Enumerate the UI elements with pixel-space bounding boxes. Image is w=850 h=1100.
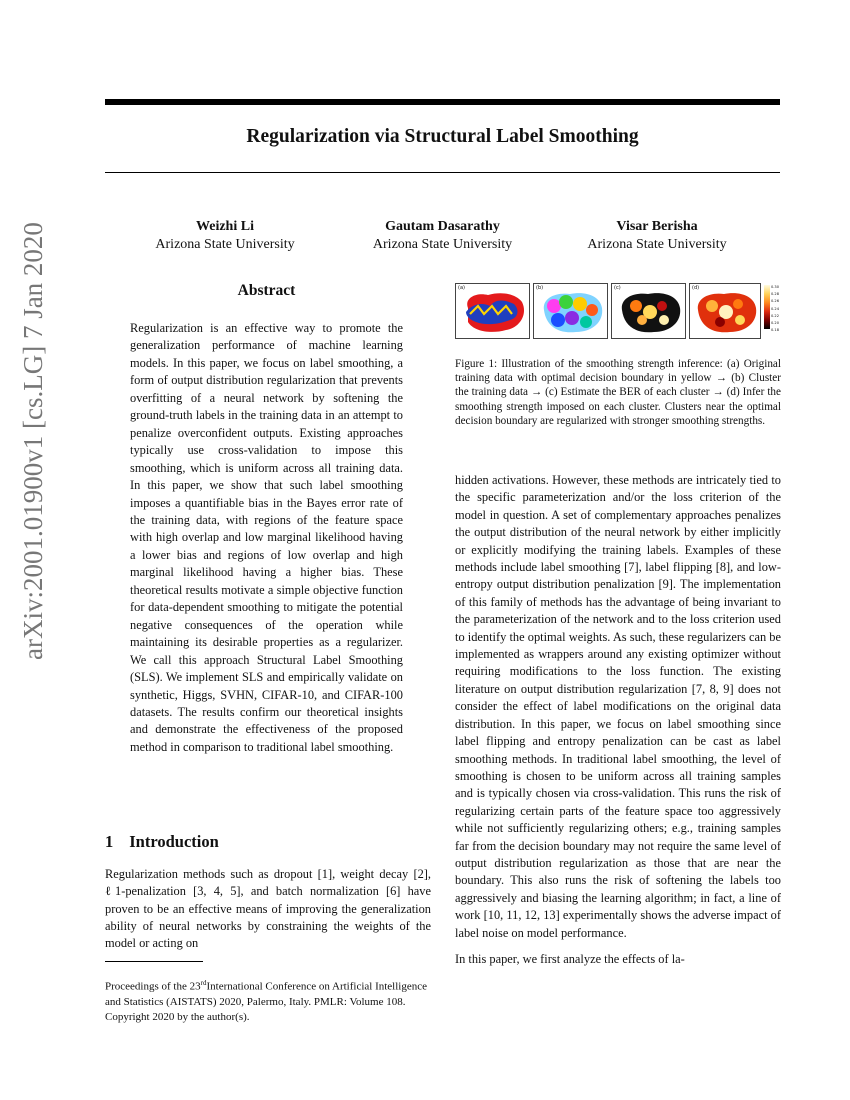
author-3 — [562, 218, 752, 254]
colorbar-tick: 0.20 — [771, 321, 780, 326]
figure-panel-c — [611, 283, 686, 339]
author-2 — [345, 218, 540, 254]
author-name: Weizhi Li — [196, 219, 254, 234]
panel-b-plot — [534, 284, 608, 339]
title-bottom-rule — [105, 172, 780, 173]
section-number: 1 — [105, 832, 114, 851]
right-column-text — [455, 472, 781, 968]
abstract-text: Regularization is an effective way to promote the generalization performance of machine learning models. In this paper, we focus on label smoothing, a form of output distribution regularization that prevents overfitting of a neural network by softening the ground-truth labels in the training data in an attempt to penalize overconfident outputs. Existing approaches typically use cross-validation to impose this smoothing, which is uniform across all training data. In this paper, we show that such label smoothing imposes a quantifiable bias in the Bayes error rate of the training data, with regions of the feature space with high overlap and low marginal likelihood having a lower bias and regions of low overlap and high marginal likelihood having a higher bias. These theoretical results motivate a simple objective function for data-dependent smoothing to mitigate the potential negative consequences of the operation while maintaining its desirable properties as a regularizer. We call this approach Structural Label Smoothing (SLS). We implement SLS and empirically validate on synthetic, Higgs, SVHN, CIFAR-10, and CIFAR-100 datasets. The results confirm our theoretical insights and demonstrate the effectiveness of the proposed method in comparison to traditional label smoothing. — [130, 321, 403, 754]
panel-d-plot — [690, 284, 761, 339]
footnote-superscript: rd — [200, 979, 207, 987]
colorbar-ticks — [771, 284, 779, 334]
author-name: Visar Berisha — [616, 219, 698, 234]
panel-label: (d) — [692, 285, 700, 291]
author-affiliation: Arizona State University — [372, 237, 513, 252]
footnote-text-post: International Conference on Artificial Intelligence and Statistics (AISTATS) 2020, Palermo, Italy. PMLR: Volume 108. Copyright 2020 by the author(s). — [105, 980, 427, 1023]
panel-a-plot — [456, 284, 530, 339]
section-heading-introduction — [105, 832, 219, 852]
colorbar-tick: 0.22 — [771, 313, 780, 318]
paper-title: Regularization via Structural Label Smoothing — [246, 126, 639, 147]
footnote — [105, 976, 435, 1025]
top-rule — [105, 99, 780, 105]
figure-panel-b — [533, 283, 608, 339]
colorbar-tick: 0.26 — [771, 299, 780, 304]
colorbar-tick: 0.28 — [771, 292, 780, 297]
figure-panel-a — [455, 283, 530, 339]
abstract-heading: Abstract — [237, 282, 296, 299]
paragraph: hidden activations. However, these methods are intricately tied to the specific parameterization and/or the loss criterion of the model in question. A set of complementary approaches penalizes the output distribution of the neural network by either implicitly or explicitly modifying the training labels. Examples of these methods include label smoothing [7], label flipping [8], and low-entropy output distribution penalization [9]. The implementation of this family of methods has the advantage of being invariant to the parameterization of the network and to the loss criterion used to identify the optimal weights. As such, these regularizers can be implemented as wrappers around any existing optimizer without requiring modifications to the loss function. The existing literature on output distribution regularization [7, 8, 9] does not consider the effect of label modifications on the original data distribution. In this paper, we focus on label smoothing since label flipping and entropy penalization can be cast as label smoothing methods. In traditional label smoothing, the level of smoothing is chosen to be uniform across all training samples and is typically chosen via cross-validation. This runs the risk of regularizing certain parts of the feature space too aggressively while not sufficiently regularizing others; e.g., training samples far from the decision boundary may not require the same level of output distribution regularization as those that are near the boundary. This also runs the risk of softening the labels too aggressively and biasing the learning algorithm; in fact, a line of work [10, 11, 12, 13] experimentally shows the adverse impact of label noise on model performance. — [455, 473, 781, 940]
colorbar-tick: 0.18 — [771, 328, 780, 333]
panel-label: (b) — [536, 285, 544, 291]
paragraph: In this paper, we first analyze the effects of la- — [455, 951, 685, 966]
author-name: Gautam Dasarathy — [385, 219, 500, 234]
footnote-text-pre: Proceedings of the 23 — [105, 980, 201, 993]
colorbar — [764, 285, 770, 329]
figure-1 — [455, 283, 778, 339]
author-affiliation: Arizona State University — [587, 237, 727, 252]
figure-panel-d — [689, 283, 761, 339]
figure-caption: Figure 1: Illustration of the smoothing strength inference: (a) Original training data with optimal decision boundary in yellow → (b) Cluster the training data → (c) Estimate the BER of each cluster → (d) Infer the smoothing strength imposed on each cluster. Clusters near the optimal decision boundary are regularized with stronger smoothing strengths. — [455, 358, 781, 427]
introduction-text: Regularization methods such as dropout [1], weight decay [2], ℓ1-penalization [3, 4, 5], and batch normalization [6] have proven to be an effective means of improving the generalization ability of neural networks by constraining the weights of the model or acting on — [105, 867, 431, 951]
footnote-rule — [105, 961, 203, 962]
author-1 — [130, 218, 320, 254]
panel-label: (a) — [458, 285, 465, 291]
colorbar-tick: 0.24 — [771, 306, 780, 311]
section-title: Introduction — [129, 832, 219, 851]
panel-c-plot — [612, 284, 686, 339]
panel-label: (c) — [614, 285, 621, 291]
arxiv-identifier[interactable]: arXiv:2001.01900v1 [cs.LG] 7 Jan 2020 — [18, 222, 48, 660]
author-affiliation: Arizona State University — [155, 237, 295, 252]
colorbar-tick: 0.30 — [771, 285, 780, 289]
